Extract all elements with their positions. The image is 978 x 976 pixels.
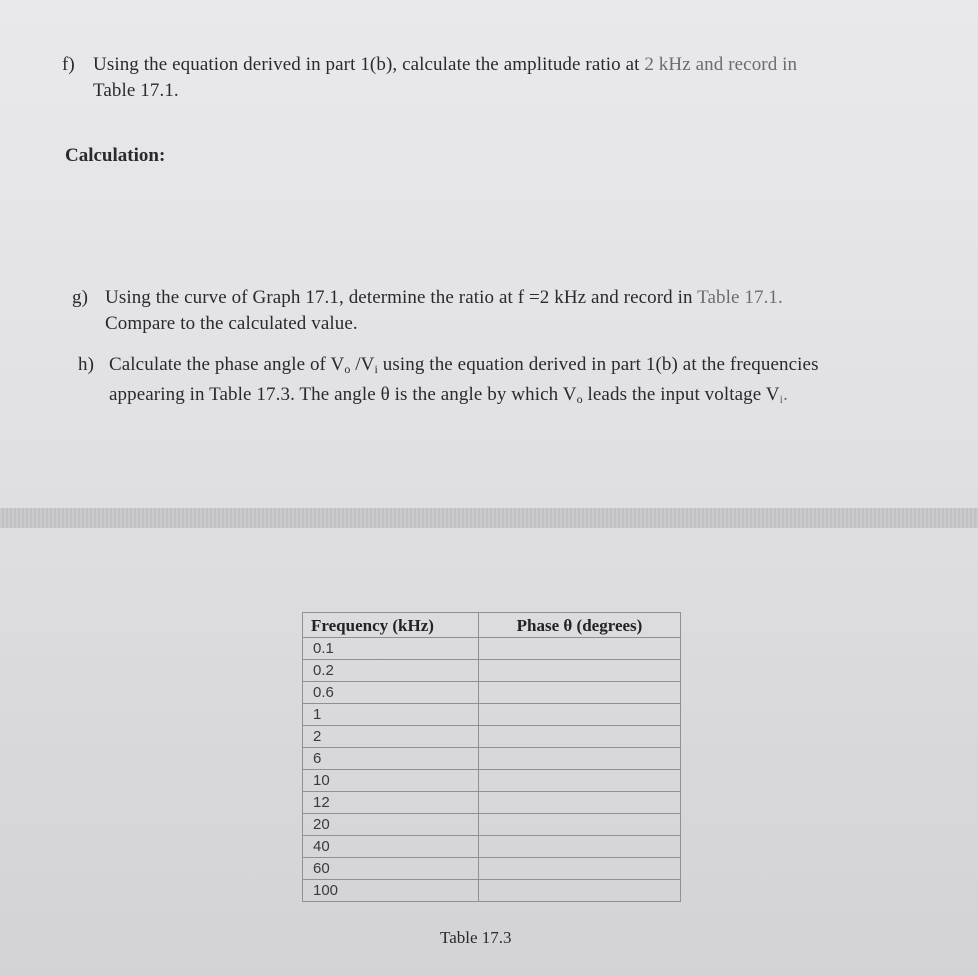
question-f-marker: f): [62, 54, 75, 75]
frequency-cell: 1: [303, 704, 479, 726]
phase-cell[interactable]: [479, 748, 681, 770]
frequency-cell: 40: [303, 836, 479, 858]
question-h: [78, 352, 898, 408]
phase-cell[interactable]: [479, 814, 681, 836]
question-h-text: [109, 352, 819, 412]
table-row: [303, 814, 681, 836]
question-g-line-2: Compare to the calculated value.: [105, 313, 358, 334]
phase-cell[interactable]: [479, 836, 681, 858]
table-caption: Table 17.3: [440, 928, 512, 947]
question-f: [62, 52, 902, 108]
table-row: [303, 770, 681, 792]
question-f-text: [93, 52, 797, 104]
question-g: [72, 285, 872, 341]
phase-cell[interactable]: [479, 880, 681, 902]
phase-cell[interactable]: [479, 660, 681, 682]
frequency-cell: 100: [303, 880, 479, 902]
frequency-cell: 20: [303, 814, 479, 836]
phase-cell[interactable]: [479, 682, 681, 704]
question-h-line-1: Calculate the phase angle of $V_o$ $/V_i$ using the equation derived in part 1(b) at the frequencies: [109, 354, 819, 376]
phase-cell[interactable]: [479, 726, 681, 748]
frequency-cell: 6: [303, 748, 479, 770]
question-f-line-1: Using the equation derived in part 1(b), calculate the amplitude ratio at 2 kHz and record in: [93, 54, 798, 75]
table-header-row: [303, 613, 681, 638]
question-g-text: [105, 285, 783, 337]
question-f-line-2: Table 17.1.: [93, 80, 179, 101]
question-h-marker: h): [78, 354, 95, 375]
phase-table: [302, 612, 681, 902]
table-row: [303, 638, 681, 660]
calculation-heading: Calculation:: [65, 145, 166, 166]
table-row: [303, 880, 681, 902]
table-row: [303, 660, 681, 682]
header-phase: Phase θ (degrees): [479, 613, 681, 638]
phase-cell[interactable]: [479, 770, 681, 792]
phase-table-container: [302, 612, 680, 902]
question-g-line-1: Using the curve of Graph 17.1, determine the ratio at f =2 kHz and record in Table 17.1.: [105, 287, 783, 308]
frequency-cell: 60: [303, 858, 479, 880]
frequency-cell: 12: [303, 792, 479, 814]
page-divider: [0, 508, 978, 528]
frequency-cell: 0.1: [303, 638, 479, 660]
table-row: [303, 792, 681, 814]
table-row: [303, 726, 681, 748]
phase-cell[interactable]: [479, 704, 681, 726]
question-h-line-2: appearing in Table 17.3. The angle θ is the angle by which $V_o$ leads the input voltage $V_i$.: [109, 384, 788, 406]
frequency-cell: 0.2: [303, 660, 479, 682]
phase-cell[interactable]: [479, 638, 681, 660]
table-row: [303, 836, 681, 858]
table-row: [303, 682, 681, 704]
table-row: [303, 748, 681, 770]
question-g-marker: g): [72, 287, 89, 308]
table-row: [303, 704, 681, 726]
frequency-cell: 10: [303, 770, 479, 792]
frequency-cell: 0.6: [303, 682, 479, 704]
frequency-cell: 2: [303, 726, 479, 748]
table-body: [303, 638, 681, 902]
table-row: [303, 858, 681, 880]
phase-cell[interactable]: [479, 792, 681, 814]
header-frequency: Frequency (kHz): [303, 613, 479, 638]
phase-cell[interactable]: [479, 858, 681, 880]
